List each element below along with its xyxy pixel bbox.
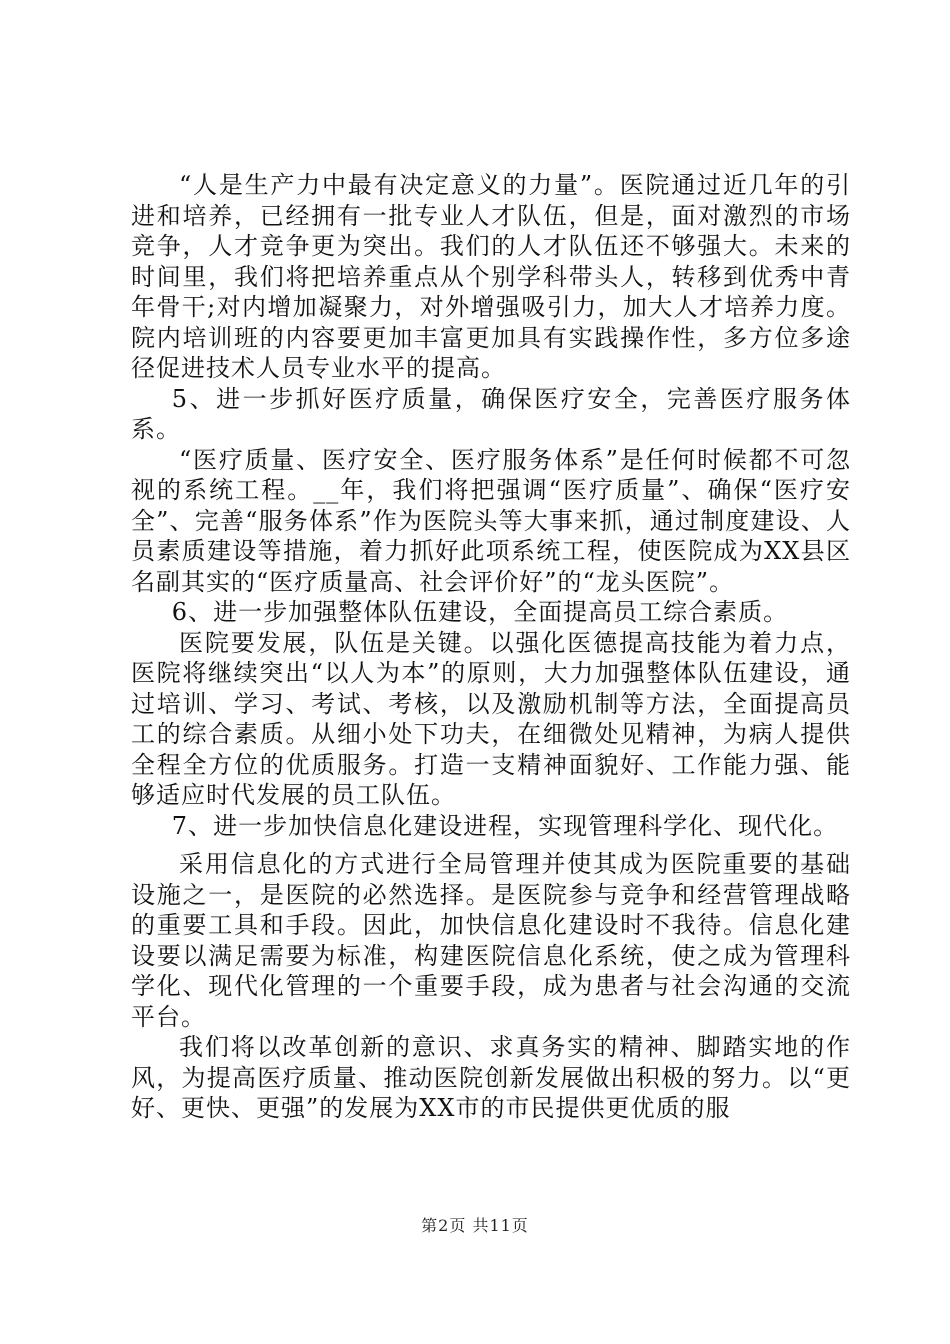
paragraph-team-building: 医院要发展，队伍是关键。以强化医德提高技能为着力点，医院将继续突出“以人为本”的原则，大力加强整体队伍建设，通过培训、学习、考试、考核，以及激励机制等方法，全面提高员工的综合素质。从细小处下功夫，在细微处见精神，为病人提供全程全方位的优质服务。打造一支精神面貌好、工作能力强、能够适应时代发展的员工队伍。 [131,628,851,809]
section-heading-7: 7、进一步加快信息化建设进程，实现管理科学化、现代化。 [171,811,839,840]
section-heading-6: 6、进一步加强整体队伍建设，全面提高员工综合素质。 [171,598,789,626]
paragraph-talent-team: “人是生产力中最有决定意义的力量”。医院通过近几年的引进和培养，已经拥有一批专业人才队伍，但是，面对激烈的市场竞争，人才竞争更为突出。我们的人才队伍还不够强大。未来的时间里，我们将把培养重点从个别学科带头人，转移到优秀中青年骨干;对内增加凝聚力，对外增强吸引力，加大人才培养力度。院内培训班的内容要更加丰富更加具有实践操作性，多方位多途径促进技术人员专业水平的提高。 [131,171,851,382]
section-heading-5: 5、进一步抓好医疗质量，确保医疗安全，完善医疗服务体系。 [131,384,851,443]
page-number-footer: 第2页 共11页 [421,1216,529,1235]
document-body [131,170,851,1124]
paragraph-medical-quality: “医疗质量、医疗安全、医疗服务体系”是任何时候都不可忽视的系统工程。__年，我们将把强调“医疗质量”、确保“医疗安全”、完善“服务体系”作为医院头等大事来抓，通过制度建设、人员素质建设等措施，着力抓好此项系统工程，使医院成为XX县区名副其实的“医疗质量高、社会评价好”的“龙头医院”。 [131,445,851,596]
paragraph-spacer [131,841,851,849]
paragraph-informatization: 采用信息化的方式进行全局管理并使其成为医院重要的基础设施之一，是医院的必然选择。是医院参与竞争和经营管理战略的重要工具和手段。因此，加快信息化建设时不我待。信息化建设要以满足需要为标准，构建医院信息化系统，使之成为管理科学化、现代化管理的一个重要手段，成为患者与社会沟通的交流平台。 [131,850,851,1031]
paragraph-closing: 我们将以改革创新的意识、求真务实的精神、脚踏实地的作风，为提高医疗质量、推动医院创新发展做出积极的努力。以“更好、更快、更强”的发展为XX市的市民提供更优质的服 [131,1033,851,1122]
